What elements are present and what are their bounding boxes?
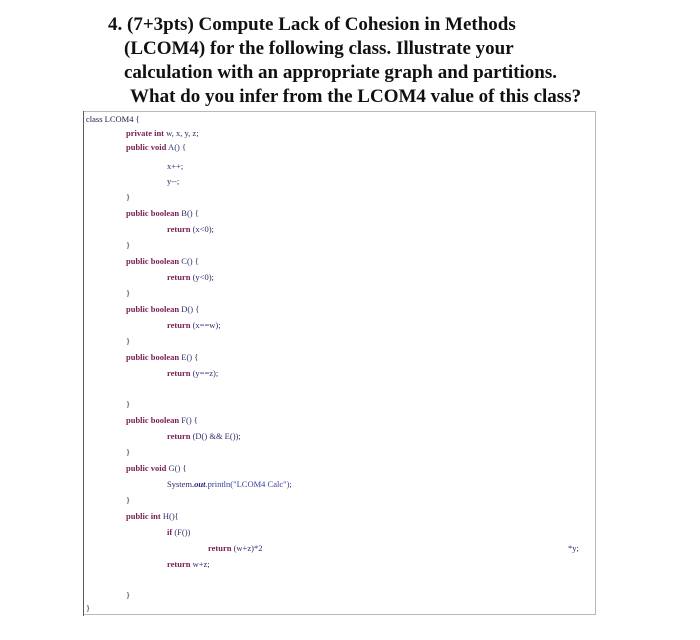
method-a-keyword: public void — [126, 142, 167, 152]
method-a-body-1: x++; — [167, 161, 184, 171]
method-d-keyword: public boolean — [126, 304, 180, 314]
method-a-signature — [126, 142, 186, 153]
method-f-return-expr: (D() && E()); — [190, 431, 241, 441]
method-h-return-1-expr: (w+z)*2 — [231, 543, 263, 553]
method-e-keyword: public boolean — [126, 352, 180, 362]
method-b-return-expr: (x<0); — [190, 224, 214, 234]
if-keyword: if — [167, 527, 173, 537]
method-a-name: A() { — [166, 142, 187, 152]
method-f-keyword: public boolean — [126, 415, 180, 425]
method-h-return-2-keyword: return — [167, 559, 191, 569]
method-b-return — [167, 224, 214, 235]
question-line-3: calculation with an appropriate graph and partitions. — [124, 62, 558, 83]
method-e-close: } — [126, 399, 131, 409]
method-h-return-1-tail: *y; — [568, 543, 579, 553]
method-d-name: D() { — [179, 304, 200, 314]
method-c-keyword: public boolean — [126, 256, 180, 266]
method-g-println — [167, 479, 292, 490]
method-h-if — [167, 527, 190, 538]
field-declaration — [126, 128, 199, 139]
method-b-name: B() { — [179, 208, 199, 218]
method-h-name: H(){ — [160, 511, 179, 521]
method-e-signature — [126, 352, 198, 363]
code-left-border — [83, 111, 84, 616]
method-e-return-keyword: return — [167, 368, 191, 378]
method-g-close: } — [126, 495, 131, 505]
question-line-4: What do you infer from the LCOM4 value of this class? — [130, 86, 582, 107]
field-keyword: private int — [126, 128, 165, 138]
class-header: class LCOM4 { — [86, 114, 140, 124]
method-c-return — [167, 272, 214, 283]
question-line-1: 4. (7+3pts) Compute Lack of Cohesion in Methods — [108, 14, 516, 35]
method-d-return-expr: (x==w); — [190, 320, 221, 330]
field-names: w, x, y, z; — [164, 128, 199, 138]
method-c-signature — [126, 256, 199, 267]
method-h-signature — [126, 511, 179, 522]
method-f-return-keyword: return — [167, 431, 191, 441]
method-h-keyword: public int — [126, 511, 161, 521]
method-h-close: } — [126, 590, 131, 600]
method-b-close: } — [126, 240, 131, 250]
method-b-keyword: public boolean — [126, 208, 180, 218]
method-c-close: } — [126, 288, 131, 298]
method-f-return — [167, 431, 241, 442]
method-f-close: } — [126, 447, 131, 457]
class-close: } — [86, 603, 91, 613]
method-g-keyword: public void — [126, 463, 167, 473]
method-a-body-2: y--; — [167, 176, 180, 186]
method-g-name: G() { — [166, 463, 187, 473]
method-d-signature — [126, 304, 199, 315]
method-c-return-keyword: return — [167, 272, 191, 282]
method-f-name: F() { — [179, 415, 198, 425]
method-e-return-expr: (y==z); — [190, 368, 219, 378]
method-b-signature — [126, 208, 199, 219]
method-h-return-2-expr: w+z; — [190, 559, 210, 569]
question-line-2: (LCOM4) for the following class. Illustrate your — [124, 38, 514, 59]
method-c-return-expr: (y<0); — [190, 272, 214, 282]
method-h-return-1-keyword: return — [208, 543, 232, 553]
system-prefix: System. — [167, 479, 195, 489]
method-f-signature — [126, 415, 198, 426]
method-b-return-keyword: return — [167, 224, 191, 234]
method-d-return — [167, 320, 221, 331]
system-out: out — [194, 479, 206, 489]
if-condition: (F()) — [172, 527, 191, 537]
method-g-signature — [126, 463, 187, 474]
code-listing-box — [83, 111, 596, 615]
method-h-return-1 — [208, 543, 262, 554]
method-h-return-2 — [167, 559, 210, 570]
method-d-close: } — [126, 336, 131, 346]
method-e-name: E() { — [179, 352, 199, 362]
method-e-return — [167, 368, 218, 379]
method-a-close: } — [126, 192, 131, 202]
println-call: .println("LCOM4 Calc"); — [205, 479, 292, 489]
method-c-name: C() { — [179, 256, 199, 266]
method-d-return-keyword: return — [167, 320, 191, 330]
